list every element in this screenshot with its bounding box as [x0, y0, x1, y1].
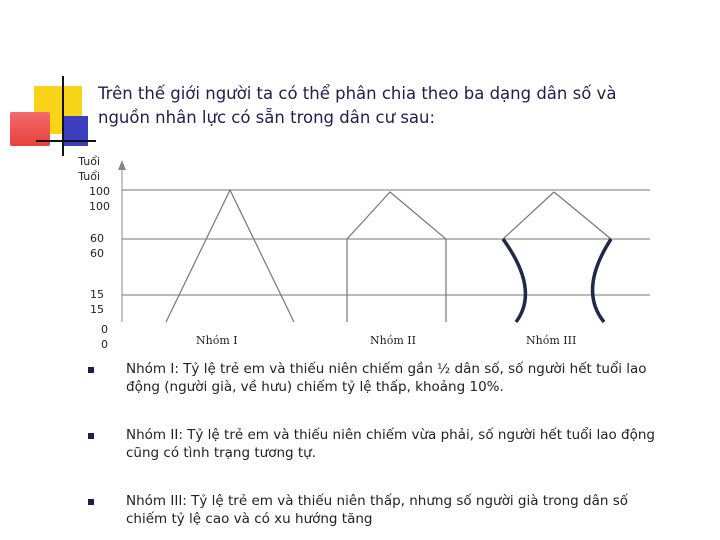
bullet-text: Nhóm I: Tỷ lệ trẻ em và thiếu niên chiếm gần ½ dân số, số người hết tuổi lao: [126, 361, 647, 377]
group-label-2: Nhóm II: [370, 334, 416, 347]
y-label-text: 100: [89, 200, 110, 213]
bullet-text: cũng có tình trạng tương tự.: [126, 445, 317, 461]
bullet-list: [86, 358, 706, 528]
bullet-item: [86, 492, 706, 528]
bullet-text: Nhóm II: Tỷ lệ trẻ em và thiếu niên chiếm vừa phải, số người hết tuổi lao động: [126, 427, 655, 443]
pyramid-group-3-left-side: [503, 239, 525, 322]
pyramid-group-1: [166, 190, 294, 322]
title-line-1: Trên thế giới người ta có thể phân chia theo ba dạng dân số và: [98, 84, 617, 103]
pyramid-group-3-right-side: [593, 239, 611, 322]
y-axis-arrow: [118, 160, 126, 170]
bullet-square-icon: [88, 499, 94, 505]
y-label-text: 15: [90, 288, 104, 301]
y-label-text: 15: [90, 303, 104, 316]
y-label-text: 0: [101, 338, 108, 351]
pyramid-group-3-top-right: [554, 192, 611, 239]
title-line-2: nguồn nhân lực có sẵn trong dân cư sau:: [98, 108, 436, 127]
bullet-square-icon: [88, 367, 94, 373]
bullet-text: động (người già, về hưu) chiếm tỷ lệ thấp, khoảng 10%.: [126, 379, 504, 395]
y-label-text: 0: [101, 323, 108, 336]
y-label-text: 60: [90, 247, 104, 260]
pyramid-group-3-top-left: [503, 192, 554, 239]
group-label-3: Nhóm III: [526, 334, 577, 347]
y-label-text: Tuổi: [78, 155, 100, 168]
y-label-text: 60: [90, 232, 104, 245]
group-label-1: Nhóm I: [196, 334, 238, 347]
bullet-text: chiếm tỷ lệ cao và có xu hướng tăng: [126, 511, 373, 527]
bullet-item: [86, 360, 706, 396]
y-label-text: 100: [89, 185, 110, 198]
pyramid-group-2: [347, 192, 446, 322]
y-label-text: Tuổi: [78, 170, 100, 183]
bullet-square-icon: [88, 433, 94, 439]
bullet-text: Nhóm III: Tỷ lệ trẻ em và thiếu niên thấp, nhưng số người già trong dân số: [126, 493, 628, 509]
bullet-item: [86, 426, 706, 462]
